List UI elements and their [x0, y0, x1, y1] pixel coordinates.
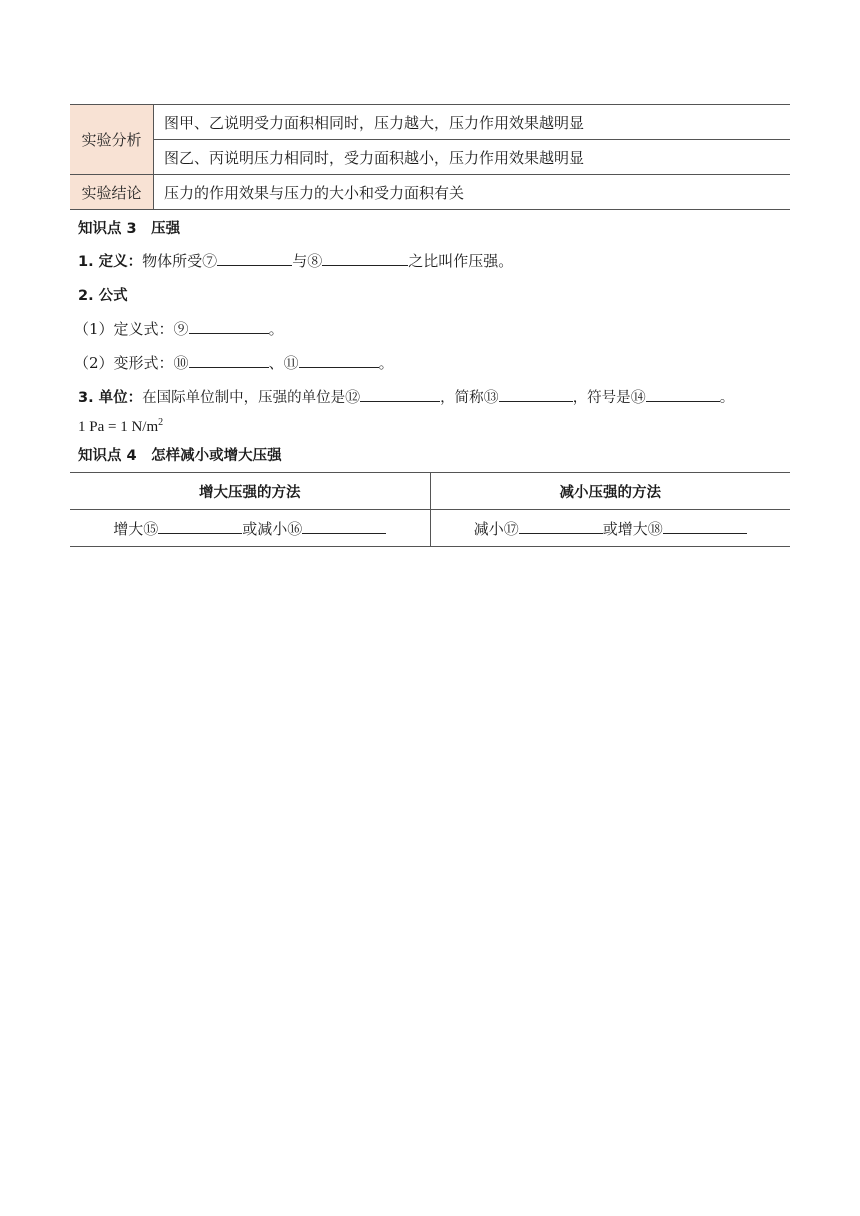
- table-row: [70, 105, 790, 140]
- formula-definition-label: （1）定义式：: [74, 320, 174, 338]
- analysis-cell-1: 图甲、乙说明受力面积相同时，压力越大，压力作用效果越明显: [154, 105, 791, 140]
- decrease-text-a: 减小: [473, 519, 504, 538]
- blank-14[interactable]: [646, 387, 720, 402]
- increase-text-b: 或减小: [242, 519, 288, 538]
- blank-11[interactable]: [299, 353, 379, 368]
- formula-definition-line: [74, 318, 790, 339]
- decrease-cell: [430, 510, 790, 547]
- blank-13[interactable]: [499, 387, 573, 402]
- increase-cell: [70, 510, 430, 547]
- definition-text-a: 物体所受: [142, 252, 203, 270]
- analysis-header: 实验分析: [70, 105, 154, 175]
- formula-variant-label: （2）变形式：: [74, 354, 174, 372]
- increase-header: 增大压强的方法: [70, 473, 430, 510]
- circled-16: ⑯: [287, 519, 303, 538]
- definition-text-b: 与: [292, 252, 308, 270]
- blank-16[interactable]: [302, 519, 386, 534]
- definition-line: [78, 250, 790, 271]
- definition-text-c: 之比叫作压强。: [408, 252, 514, 270]
- pascal-equation: [78, 417, 790, 436]
- blank-8[interactable]: [322, 251, 408, 266]
- blank-9[interactable]: [189, 319, 269, 334]
- pascal-equation-text: 1 Pa = 1 N/m: [78, 419, 159, 435]
- definition-label: 1. 定义：: [78, 254, 143, 270]
- table-row: [70, 140, 790, 175]
- circled-11: ⑪: [283, 354, 299, 372]
- pascal-superscript: 2: [158, 417, 164, 428]
- table-row: [70, 473, 790, 510]
- kp3-title: 知识点 3 压强: [78, 221, 181, 237]
- formula-variant-end: 。: [378, 354, 394, 372]
- unit-text-b: ，简称: [440, 390, 484, 406]
- circled-12: ⑫: [345, 388, 361, 406]
- circled-9: ⑨: [173, 320, 189, 338]
- unit-text-c: ，符号是: [572, 390, 631, 406]
- unit-text-a: 在国际单位制中，压强的单位是: [142, 390, 346, 406]
- unit-label: 3. 单位：: [78, 390, 143, 406]
- formula-title-text: 2. 公式: [78, 288, 128, 304]
- separator: 、: [268, 354, 284, 372]
- experiment-table: [70, 104, 790, 210]
- blank-18[interactable]: [663, 519, 747, 534]
- increase-text-a: 增大: [113, 519, 144, 538]
- table-row: [70, 510, 790, 547]
- decrease-header: 减小压强的方法: [430, 473, 790, 510]
- blank-12[interactable]: [360, 387, 440, 402]
- conclusion-cell: 压力的作用效果与压力的大小和受力面积有关: [154, 175, 791, 210]
- decrease-text-b: 或增大: [602, 519, 648, 538]
- circled-8: ⑧: [307, 252, 323, 270]
- worksheet-page: [70, 104, 790, 547]
- table-row: [70, 175, 790, 210]
- circled-13: ⑬: [483, 388, 499, 406]
- blank-15[interactable]: [158, 519, 242, 534]
- circled-15: ⑮: [143, 519, 159, 538]
- circled-10: ⑩: [173, 354, 189, 372]
- formula-title: [78, 284, 790, 305]
- conclusion-header: 实验结论: [70, 175, 154, 210]
- analysis-cell-2: 图乙、丙说明压力相同时，受力面积越小，压力作用效果越明显: [154, 140, 791, 175]
- pressure-methods-table: [70, 472, 790, 547]
- unit-line: [78, 386, 790, 407]
- blank-17[interactable]: [519, 519, 603, 534]
- formula-variant-line: [74, 352, 790, 373]
- kp4-title: 知识点 4 怎样减小或增大压强: [78, 448, 282, 464]
- unit-end: 。: [719, 390, 735, 406]
- circled-17: ⑰: [503, 519, 519, 538]
- circled-7: ⑦: [202, 252, 218, 270]
- circled-18: ⑱: [647, 519, 663, 538]
- blank-10[interactable]: [189, 353, 269, 368]
- blank-7[interactable]: [217, 251, 292, 266]
- formula-definition-end: 。: [268, 320, 284, 338]
- circled-14: ⑭: [630, 388, 646, 406]
